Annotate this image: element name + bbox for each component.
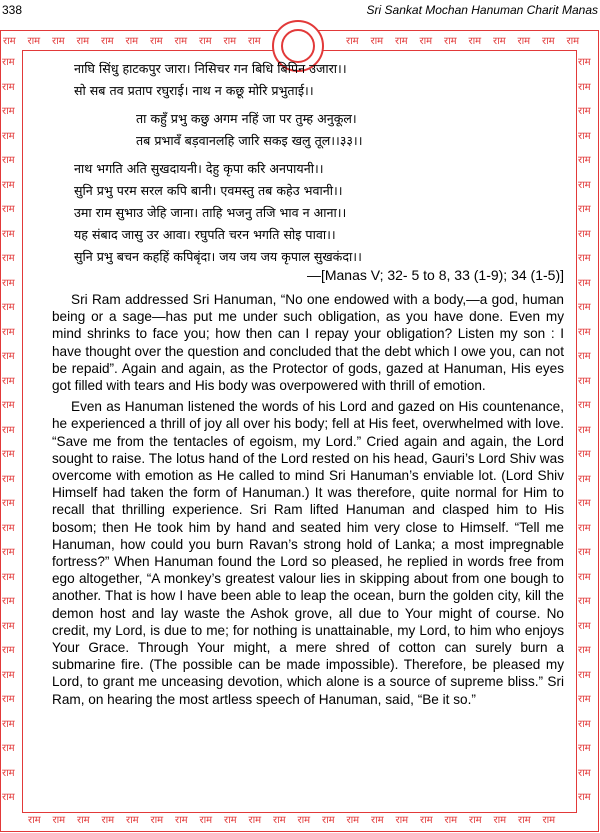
border-word: राम [125, 36, 139, 47]
border-word: राम [2, 522, 15, 534]
border-word: राम [77, 815, 90, 826]
border-word: राम [2, 106, 15, 117]
border-word: राम [578, 571, 591, 583]
border-word: राम [578, 620, 591, 632]
border-word: राम [2, 400, 15, 411]
border-word: राम [578, 424, 591, 436]
verse-line: ता कहुँ प्रभु कछु अगम नहिं जा पर तुम्ह अनुकूल। [136, 111, 357, 126]
border-word: राम [2, 620, 15, 632]
verse-line: यह संबाद जासु उर आवा। रघुपति चरन भगति सोइ पावा।। [74, 227, 336, 242]
border-word: राम [2, 792, 15, 803]
verse-line: सो सब तव प्रताप रघुराई। नाथ न कछू मोरि प्रभुताई।। [74, 83, 314, 98]
border-word: राम [578, 326, 591, 338]
border-word: राम [578, 57, 591, 68]
page-number: 338 [2, 3, 23, 17]
border-word: राम [248, 36, 261, 47]
border-word: राम [2, 179, 15, 191]
border-word: राम [2, 767, 15, 779]
border-word: राम [101, 36, 114, 47]
border-word: राम [444, 36, 457, 47]
border-word: राम [150, 36, 163, 47]
border-word: राम [578, 645, 591, 656]
border-word: राम [322, 815, 335, 826]
page-content [52, 58, 564, 708]
border-word: राम [578, 179, 591, 191]
border-word: राम [578, 106, 591, 117]
border-word: राम [2, 449, 15, 460]
border-word: राम [2, 375, 15, 387]
border-word: राम [76, 36, 90, 47]
border-word: राम [578, 473, 591, 485]
border-word: राम [578, 400, 591, 411]
border-word: राम [101, 815, 115, 826]
border-word: राम [150, 815, 164, 826]
border-word: राम [28, 815, 41, 826]
border-word: राम [517, 36, 531, 47]
border-word: राम [578, 277, 591, 289]
border-word: राम [2, 694, 15, 705]
border-word: राम [297, 815, 311, 826]
border-word: राम [578, 253, 591, 264]
border-word: राम [2, 253, 15, 264]
border-word: राम [2, 351, 15, 362]
verse-citation: —[Manas V; 32- 5 to 8, 33 (1-9); 34 (1-5)] [306, 267, 564, 283]
border-word: राम [395, 815, 409, 826]
border-word: राम [371, 815, 384, 826]
border-word: राम [3, 36, 16, 47]
verse-line: सुनि प्रभु परम सरल कपि बानी। एवमस्तु तब कहेउ भवानी।। [74, 183, 343, 198]
border-word: राम [468, 36, 482, 47]
border-word: राम [2, 571, 15, 583]
border-word: राम [578, 596, 591, 607]
border-word: राम [2, 155, 15, 166]
verse-line: नाथ भगति अति सुखदायनी। देहु कृपा करि अनपायनी।। [74, 161, 324, 176]
border-word: राम [2, 302, 15, 313]
paragraph: Even as Hanuman listened the words of his Lord and gazed on His countenance, he experienced a thrill of joy all over his body; fell at His feet, overwhelmed with love. “Save me from the tentacles of egoism, my Lord.” Cried again and again, the Lord sought to raise. The lotus hand of the Lord rested on his head, Gauri’s Lord Shiv was overcome with emotion as He called to mind Sri Hanuman’s enviable lot. (Lord Shiv Himself had taken the form of Hanuman.) It was therefore, quite normal for Him to recall that thrilling experience. Sri Ram lifted Hanuman and clasped him to His bosom; then He took him by hand and seated him very close to Himself. “Tell me Hanuman, how could you burn Ravan’s strong hold of Lanka; a most impregnable fortress?” When Hanuman found the Lord so pleased, he replied in words free from ego altogether, “A monkey’s greatest valour lies in skipping about from one bough to another. That is how I have been able to leap the ocean, burn the golden city, kill the demon host and lay waste the Ashok grove, all due to Your might of course. No credit, my Lord, is due to me; for nothing is unattainable, my Lord, to him who enjoys Your Grace. Through Your might, a mere shred of cotton can surely burn a submarine fire. (The possible can be made impossible). Therefore, be pleased my Lord, to grant me unceasing devotion, which alone is a source of supreme bliss.” Sri Ram, on hearing the most artless speech of Hanuman, said, “Be it so.” [52, 399, 564, 707]
border-word: राम [223, 36, 237, 47]
border-word: राम [542, 36, 555, 47]
border-word: राम [2, 498, 15, 509]
border-word: राम [2, 57, 15, 68]
border-word: राम [578, 155, 591, 166]
border-word: राम [346, 815, 360, 826]
border-word: राम [248, 815, 262, 826]
border-word: राम [2, 228, 15, 240]
border-word: राम [2, 596, 15, 607]
border-word: राम [566, 36, 580, 47]
border-word: राम [419, 36, 433, 47]
border-word: राम [2, 81, 15, 93]
border-word: राम [2, 547, 15, 558]
border-word: राम [2, 473, 15, 485]
border-word: राम [578, 81, 591, 93]
border-word: राम [578, 130, 591, 142]
border-word: राम [199, 36, 212, 47]
border-word: राम [493, 36, 506, 47]
border-word: राम [2, 130, 15, 142]
border-word: राम [469, 815, 482, 826]
border-word: राम [52, 36, 65, 47]
border-word: राम [2, 326, 15, 338]
verse-line: सुनि प्रभु बचन कहहिं कपिबृंदा। जय जय जय कृपाल सुखकंदा।। [74, 249, 362, 264]
border-word: राम [273, 815, 286, 826]
border-word: राम [578, 669, 591, 681]
border-word: राम [578, 522, 591, 534]
border-word: राम [2, 718, 15, 730]
border-word: राम [578, 204, 591, 215]
border-word: राम [27, 36, 41, 47]
border-word: राम [578, 228, 591, 240]
border-word: राम [578, 792, 591, 803]
running-title: Sri Sankat Mochan Hanuman Charit Manas [366, 3, 598, 17]
verse-line: नाघि सिंधु हाटकपुर जारा। निसिचर गन बिधि बिपिन उजारा।। [74, 61, 347, 76]
border-word: राम [52, 815, 66, 826]
border-word: राम [2, 204, 15, 215]
border-word: राम [370, 36, 384, 47]
border-word: राम [444, 815, 458, 826]
border-word: राम [578, 351, 591, 362]
border-word: राम [174, 36, 188, 47]
border-word: राम [578, 498, 591, 509]
border-word: राम [578, 767, 591, 779]
border-word: राम [395, 36, 408, 47]
border-word: राम [420, 815, 433, 826]
border-word: राम [578, 718, 591, 730]
border-word: राम [578, 547, 591, 558]
border-word: राम [2, 424, 15, 436]
border-word: राम [346, 36, 359, 47]
border-word: राम [578, 302, 591, 313]
paragraph: Sri Ram addressed Sri Hanuman, “No one endowed with a body,—a god, human being or a sage—has put me under such obligation, as you have done. Even my mind shrinks to face you; how then can I repay your obligation? Listen my son : I have thought over the question and concluded that the debt which I owe you, can not be repaid”. Again and again, as the Protector of gods, gazed at Hanuman, His eyes got filled with tears and His body was overpowered with thrill of emotion. [52, 292, 564, 394]
border-word: राम [199, 815, 213, 826]
verse-line: उमा राम सुभाउ जेहि जाना। ताहि भजनु तजि भाव न आना।। [74, 205, 347, 220]
border-word: राम [224, 815, 237, 826]
border-word: राम [578, 694, 591, 705]
verse-line: तब प्रभावँ बड़वानलहि जारि सकइ खलु तूल।।३३।। [136, 133, 363, 148]
border-word: राम [126, 815, 139, 826]
border-word: राम [578, 375, 591, 387]
border-word: राम [493, 815, 507, 826]
border-word: राम [2, 277, 15, 289]
border-word: राम [542, 815, 556, 826]
border-word: राम [578, 449, 591, 460]
border-word: राम [2, 669, 15, 681]
border-word: राम [578, 743, 591, 754]
border-word: राम [175, 815, 188, 826]
border-word: राम [2, 743, 15, 754]
border-word: राम [518, 815, 531, 826]
border-word: राम [2, 645, 15, 656]
